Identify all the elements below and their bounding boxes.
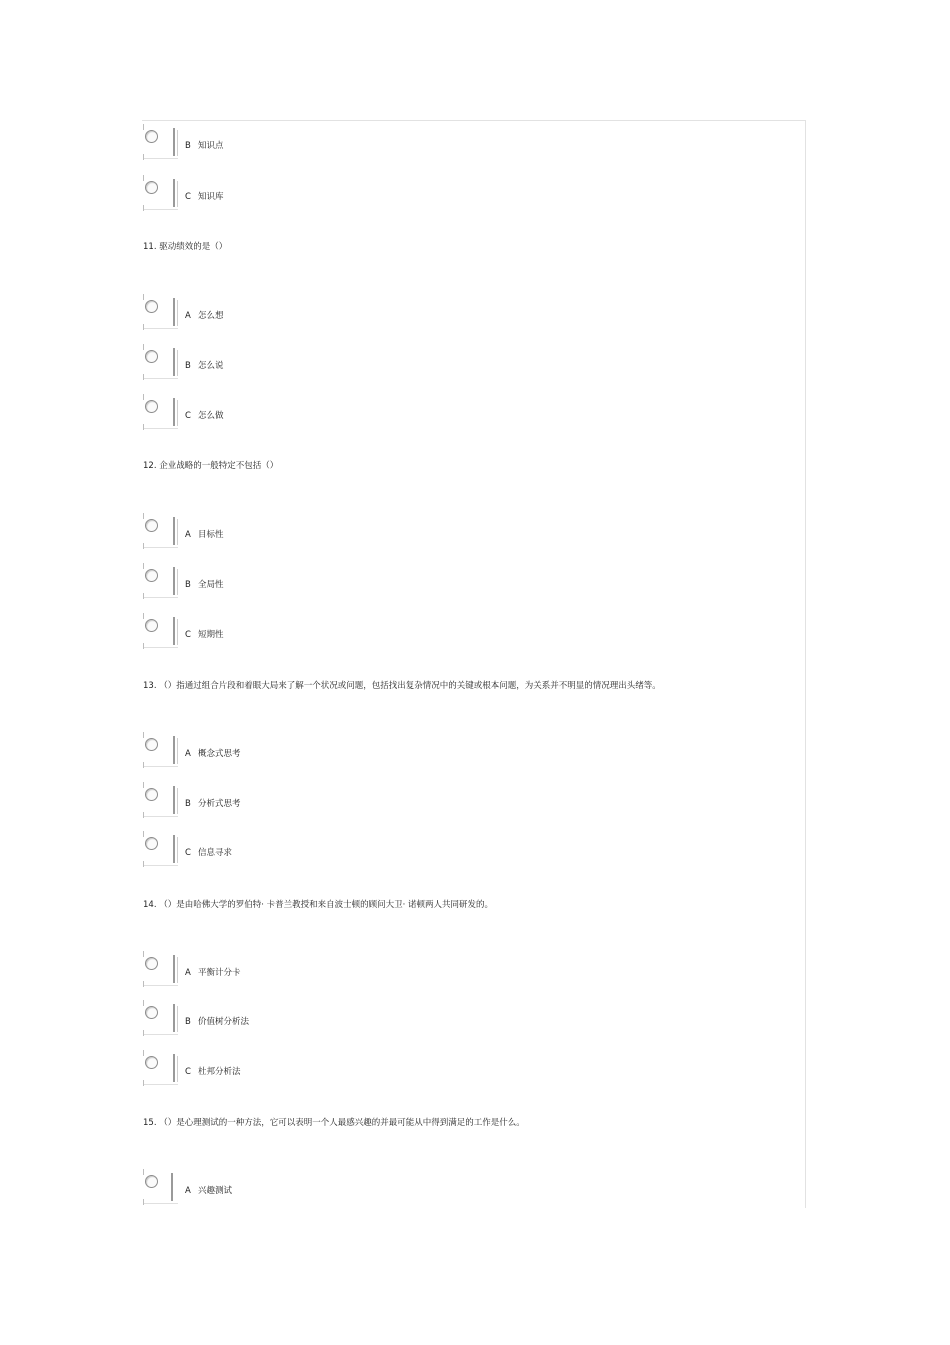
radio-button[interactable] (145, 130, 158, 143)
radio-frame (143, 294, 179, 330)
option-label: C 短期性 (185, 630, 224, 640)
radio-frame (143, 1000, 179, 1036)
option-q11-b[interactable] (143, 344, 543, 380)
option-label: A 概念式思考 (185, 749, 241, 759)
radio-frame (143, 1169, 179, 1205)
option-q14-b[interactable] (143, 1000, 543, 1036)
radio-frame (143, 124, 179, 160)
option-label: A 目标性 (185, 530, 224, 540)
radio-frame (143, 563, 179, 599)
option-label: B 全局性 (185, 580, 224, 590)
radio-frame (143, 613, 179, 649)
radio-button[interactable] (145, 837, 158, 850)
question-12: 12. 企业战略的一般特定不包括（） (143, 461, 279, 471)
option-label: B 分析式思考 (185, 799, 241, 809)
radio-frame (143, 951, 179, 987)
radio-button[interactable] (145, 788, 158, 801)
radio-frame (143, 175, 179, 211)
radio-button[interactable] (145, 738, 158, 751)
radio-button[interactable] (145, 1006, 158, 1019)
option-q10-c[interactable] (143, 175, 543, 211)
question-14: 14. （）是由哈佛大学的罗伯特· 卡普兰教授和来自波士顿的顾问大卫· 诺顿两人共同研发的。 (143, 900, 494, 910)
question-13: 13. （）指通过组合片段和着眼大局来了解一个状况或问题，包括找出复杂情况中的关键或根本问题，为关系并不明显的情况理出头绪等。 (143, 681, 661, 691)
option-q13-c[interactable] (143, 831, 543, 867)
radio-frame (143, 513, 179, 549)
radio-button[interactable] (145, 569, 158, 582)
option-q13-a[interactable] (143, 732, 543, 768)
option-q12-c[interactable] (143, 613, 543, 649)
option-q11-a[interactable] (143, 294, 543, 330)
option-label: C 知识库 (185, 192, 224, 202)
option-label: B 怎么说 (185, 361, 224, 371)
question-11: 11. 驱动绩效的是（） (143, 242, 228, 252)
radio-button[interactable] (145, 350, 158, 363)
question-15: 15. （）是心理测试的一种方法，它可以表明一个人最感兴趣的并最可能从中得到满足的工作是什么。 (143, 1118, 525, 1128)
radio-button[interactable] (145, 300, 158, 313)
radio-button[interactable] (145, 181, 158, 194)
radio-button[interactable] (145, 957, 158, 970)
radio-frame (143, 831, 179, 867)
radio-frame (143, 732, 179, 768)
radio-frame (143, 1050, 179, 1086)
radio-button[interactable] (145, 619, 158, 632)
option-label: B 知识点 (185, 141, 224, 151)
option-q12-b[interactable] (143, 563, 543, 599)
radio-frame (143, 394, 179, 430)
option-label: A 兴趣测试 (185, 1186, 233, 1196)
option-q14-a[interactable] (143, 951, 543, 987)
option-label: A 怎么想 (185, 311, 224, 321)
radio-button[interactable] (145, 519, 158, 532)
option-label: C 怎么做 (185, 411, 224, 421)
option-label: A 平衡计分卡 (185, 968, 241, 978)
option-q13-b[interactable] (143, 782, 543, 818)
radio-button[interactable] (145, 1175, 158, 1188)
option-label: C 杜邦分析法 (185, 1067, 241, 1077)
option-q15-a[interactable] (143, 1169, 543, 1205)
radio-button[interactable] (145, 400, 158, 413)
option-q11-c[interactable] (143, 394, 543, 430)
option-label: C 信息寻求 (185, 848, 233, 858)
radio-button[interactable] (145, 1056, 158, 1069)
option-q10-b[interactable] (143, 124, 543, 160)
option-q14-c[interactable] (143, 1050, 543, 1086)
option-label: B 价值树分析法 (185, 1017, 250, 1027)
radio-frame (143, 782, 179, 818)
radio-frame (143, 344, 179, 380)
option-q12-a[interactable] (143, 513, 543, 549)
